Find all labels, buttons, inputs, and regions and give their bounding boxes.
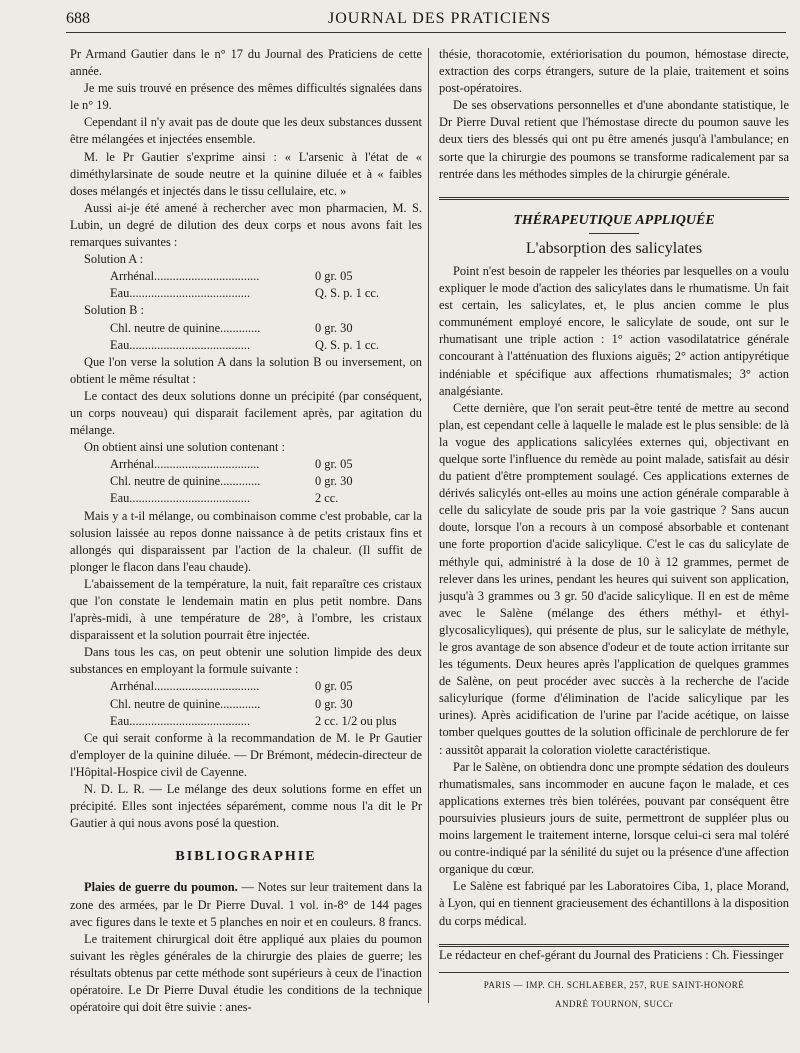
paragraph: Dans tous les cas, on peut obtenir une solution limpide des deux substances en employant la formule suivante : — [70, 645, 422, 677]
paragraph: Mais y a t-il mélange, ou combinaison comme c'est probable, car la solusion laissée au repos donne naissance à de petits cristaux fins et allongés qui disparaissent par l'action de la chaleur. (Il suffit de plonger le flacon dans l'eau chaude). — [70, 508, 422, 574]
paragraph: N. D. L. R. — Le mélange des deux solutions forme en effet un précipité. Elles sont injectées séparément, comme nous l'a dit le Pr Gautier à qui nous avons posé la question. — [70, 782, 422, 831]
paragraph: Le traitement chirurgical doit être appliqué aux plaies du poumon suivant les règles générales de la chirurgie des plaies de guerre; les résultats obtenus par cette méthode sont supérieurs à ceux de l'inaction opératoire. Le Dr Pierre Duval étudie les conditions de la technique opératoire qui doit être suivie : anes- — [70, 931, 422, 1015]
paragraph: De ses observations personnelles et d'une abondante statistique, le Dr Pierre Duval retient que l'hémostase directe du poumon sauve les deux tiers des blessés qui ont pu être amenés jusqu'à l'ambulance; en sorte que la chirurgie des poumons se transforme radicalement par sa rentrée dans les méthodes simples de la chirurgie générale. — [439, 98, 789, 181]
editor-line: Le rédacteur en chef-gérant du Journal des Praticiens : Ch. Fiessinger — [439, 947, 784, 962]
section-rule — [439, 197, 789, 200]
formula-row: Chl. neutre de quinine............. 0 gr. 30 — [110, 320, 353, 335]
formula-row: Eau....................................... 2 cc. 1/2 ou plus — [110, 713, 397, 728]
formula-row: Arrhénal.................................. 0 gr. 05 — [110, 269, 353, 284]
formula-row: Eau....................................... 2 cc. — [110, 491, 339, 506]
paragraph: L'abaissement de la température, la nuit, fait reparaître ces cristaux que l'on constate le lendemain matin en plus petit nombre. Dans l'après-midi, à une température de 28°, à l'ombre, les cristaux disparaissent et la solution pourrait être injectée. — [70, 576, 422, 643]
journal-title: JOURNAL DES PRATICIENS — [328, 10, 552, 27]
paragraph: Que l'on verse la solution A dans la solution B ou inversement, on obtient le même résultat : — [70, 354, 422, 386]
paragraph: Ce qui serait conforme à la recommandation de M. le Pr Gautier d'employer de la quinine diluée. — Dr Brémont, médecin-directeur de l'Hôpital-Hospice civil de Cayenne. — [70, 730, 422, 779]
article-title: L'absorption des salicylates — [525, 239, 703, 257]
footer-rule — [439, 972, 789, 973]
paragraph: Point n'est besoin de rappeler les théories par lesquelles on a voulu expliquer le mode d'action des salicylates dans le rhumatisme. Un fait est certain, les salicylates, et, le plus ancien comme le plus communément employé encore, le salicylate de soude, ont sur le rhumatisant une triple action : 1° action vasodilatatrice générale concourant à l'atténuation des fluxions aiguës; 2° action antipyrétique indéniable et spécifique aux affections rhumatismales; 3° action analgésiante. — [439, 263, 789, 398]
formula-row: Chl. neutre de quinine............. 0 gr. 30 — [110, 696, 353, 711]
paragraph: Je me suis trouvé en présence des mêmes difficultés signalées dans le n° 19. — [70, 81, 422, 113]
solution-b-title: Solution B : — [84, 303, 144, 318]
column-divider — [428, 48, 429, 1003]
printer-line: ANDRÉ TOURNON, SUCCr — [555, 998, 673, 1009]
formula-row: Chl. neutre de quinine............. 0 gr. 30 — [110, 474, 353, 489]
paragraph: Aussi ai-je été amené à rechercher avec mon pharmacien, M. S. Lubin, un degré de dilution des deux corps et nous avons fait les remarques suivantes : — [70, 200, 422, 250]
paragraph: thésie, thoracotomie, extériorisation du poumon, hémostase directe, extraction des corps étrangers, suture de la plaie, traitement et soins post-opératoires. — [439, 47, 789, 96]
solution-a-title: Solution A : — [84, 252, 144, 267]
formula-row: Eau....................................... Q. S. p. 1 cc. — [110, 286, 380, 301]
section-heading: THÉRAPEUTIQUE APPLIQUÉE — [513, 212, 715, 228]
page-header — [58, 10, 788, 32]
paragraph: Cette dernière, que l'on serait peut-être tenté de mettre au second plan, est cependant celle à laquelle le malade est le plus sensible: de là la vogue des applications salicylées externes qui, objectivant en quelque sorte l'influence du remède au point malade, satisfait au désir du patient d'être promptement soulagé. Ces applications externes de dérivés salicylés ont-elles au moins une action générale comparable à celle du salicylate de soude pris par la voie gastrique ? Sans aucun doute, lorsque l'on a recours à un composé absorbable et contenant une forte proportion d'acide salicylique. C'est le cas du salicylate de méthyle qui, administré à la dose de 10 à 12 grammes, permet de relever dans les urines, pendant les heures qui suivent son application, jusqu'à 3 grammes ou 3 gr. 50 d'acide salicylique. Il en est de même avec le Salène (mélange des éthers méthyl- et éthyl-glycosalicyliques), qui présente de plus, sur le salicylate de méthyle, le gros avantage de son absence d'odeur et de toute action irritante sur les téguments. Deux heures après l'application de quelques grammes de Salène, on peut procéder avec succès à la recherche de l'acide salicylurique (forme d'élimination de l'acide salicylique par les urines). Après acidification de l'urine par l'acide acétique, on laisse tomber quelques gouttes de la solution officinale de perchlorure de fer : aussitôt apparait la coloration violette caractéristique. — [439, 400, 789, 757]
paragraph: On obtient ainsi une solution contenant : — [84, 440, 285, 455]
paragraph: Par le Salène, on obtiendra donc une prompte sédation des douleurs rhumatismales, sans incommoder en aucune façon le malade, et ces applications externes très bien tolérées, pouvant par conséquent être poursuivies plusieurs jours de suite, permettront de suppléer plus ou moins largement le traitement interne, lorsque celui-ci sera mal toléré ou contre-indiqué par la sénilité du sujet ou la présence d'une affection organique du cœur. — [439, 759, 789, 877]
paragraph: Le Salène est fabriqué par les Laboratoires Ciba, 1, place Morand, à Lyon, qui en tiennent gracieusement des échantillons à la disposition du corps médical. — [439, 879, 789, 928]
paragraph: M. le Pr Gautier s'exprime ainsi : « L'arsenic à l'état de « diméthylarsinate de soude neutre et la quinine diluée et à « faibles doses mélangés et injectés dans le tissu cellulaire, etc. » — [70, 149, 422, 198]
page-number: 688 — [66, 10, 90, 27]
formula-row: Arrhénal.................................. 0 gr. 05 — [110, 457, 353, 472]
header-rule — [66, 32, 786, 33]
bibliography-heading: BIBLIOGRAPHIE — [175, 849, 317, 865]
left-column — [70, 46, 422, 1016]
book-entry: Plaies de guerre du poumon. — Notes sur leur traitement dans la zone des armées, par le Dr Pierre Duval. 1 vol. in-8° de 144 pages avec figures dans le texte et 5 planches en noir et en couleurs. 8 francs. — [70, 880, 422, 929]
short-rule — [589, 233, 639, 234]
paragraph: Le contact des deux solutions donne un précipité (par conséquent, un corps nouveau) qui disparait facilement après, par agitation du mélange. — [70, 388, 422, 438]
paragraph: Pr Armand Gautier dans le n° 17 du Journal des Praticiens de cette année. — [70, 47, 422, 79]
formula-row: Eau....................................... Q. S. p. 1 cc. — [110, 337, 380, 352]
printer-line: PARIS — IMP. CH. SCHLAEBER, 257, RUE SAINT-HONORÉ — [483, 979, 745, 990]
right-column — [439, 46, 789, 1011]
paragraph: Cependant il n'y avait pas de doute que les deux substances dussent être mélangées et injectées ensemble. — [70, 115, 422, 147]
formula-row: Arrhénal.................................. 0 gr. 05 — [110, 679, 353, 694]
